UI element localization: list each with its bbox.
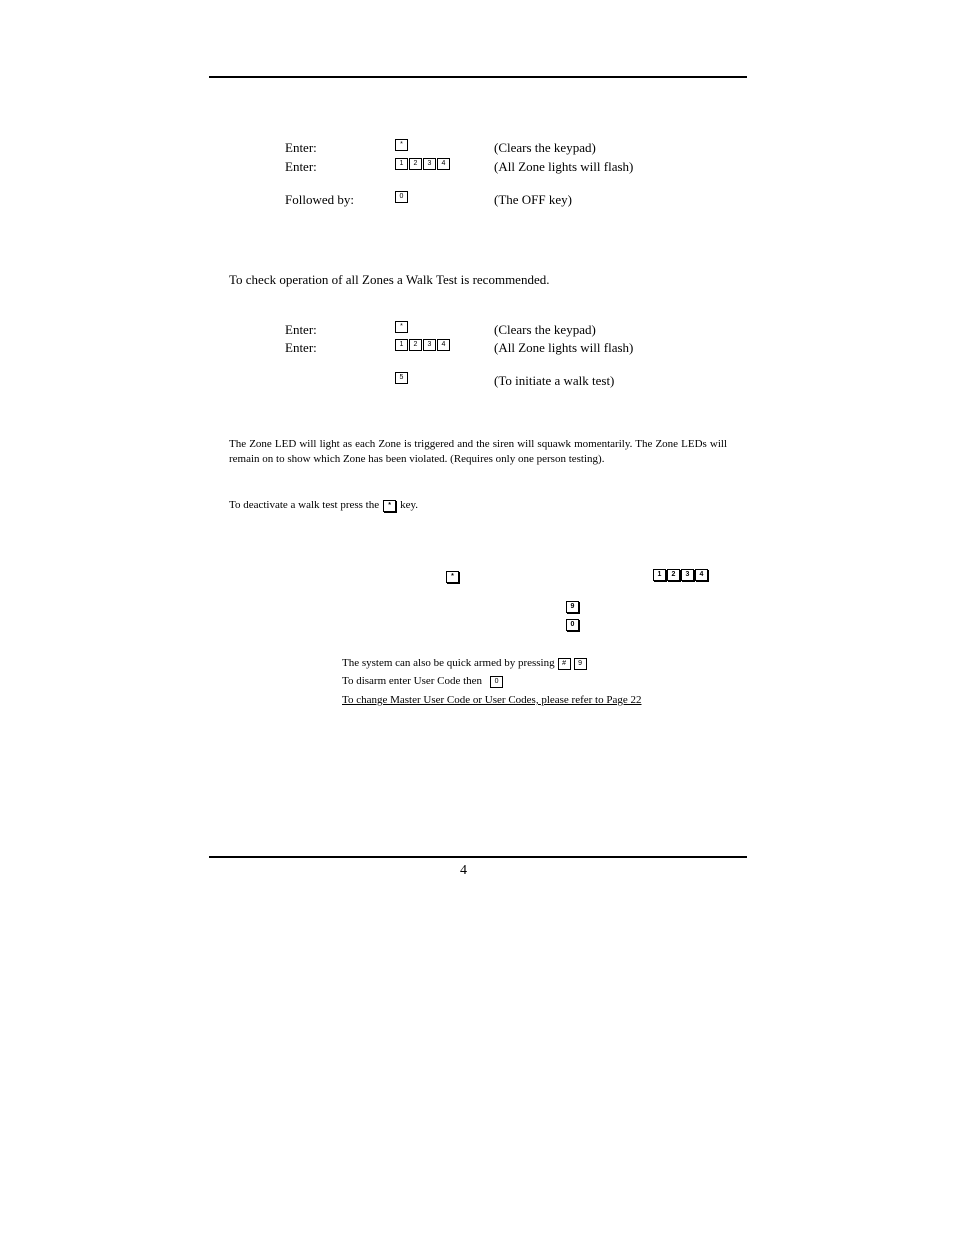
key-sequence [653, 569, 708, 581]
step-note: (To initiate a walk test) [494, 373, 615, 388]
step-note: (Clears the keypad) [494, 322, 596, 337]
disarm-text: To disarm enter User Code then [342, 675, 483, 687]
deactivate-text-after: key. [400, 499, 419, 511]
keypad-key: 3 [681, 569, 694, 581]
key-sequence [395, 191, 408, 203]
step-label: Enter: [285, 159, 317, 174]
change-code-note: To change Master User Code or User Codes, please refer to Page 22 [342, 694, 642, 706]
keypad-key: 2 [667, 569, 680, 581]
keypad-key: * [383, 500, 396, 512]
key-sequence [566, 601, 579, 613]
keypad-key: 2 [409, 339, 422, 351]
deactivate-instruction [229, 498, 418, 513]
step-label: Enter: [285, 140, 317, 155]
keypad-key: 1 [395, 158, 408, 170]
bottom-rule [209, 856, 747, 858]
step-label: Enter: [285, 340, 317, 355]
walk-test-intro: To check operation of all Zones a Walk Test is recommended. [229, 272, 550, 287]
step-label: Enter: [285, 322, 317, 337]
step-note: (All Zone lights will flash) [494, 159, 634, 174]
keypad-key: 4 [437, 158, 450, 170]
key-sequence [446, 571, 459, 583]
key-sequence [395, 372, 408, 384]
keypad-key: 5 [395, 372, 408, 384]
keypad-key: 0 [566, 619, 579, 631]
keypad-key: 2 [409, 158, 422, 170]
keypad-key: 1 [395, 339, 408, 351]
deactivate-text: To deactivate a walk test press the [229, 499, 380, 511]
key-sequence [395, 321, 408, 333]
walk-test-description: The Zone LED will light as each Zone is triggered and the siren will squawk momentarily. The Zone LEDs will remain on to show which Zone has been violated. (Requires only one person testing). [229, 438, 727, 465]
keypad-key: * [395, 139, 408, 151]
key-sequence [395, 158, 450, 170]
keypad-key: 3 [423, 158, 436, 170]
key-sequence [566, 619, 579, 631]
keypad-key: 9 [574, 658, 587, 670]
keypad-key: 0 [395, 191, 408, 203]
quick-arm-text: The system can also be quick armed by pressing [342, 657, 555, 669]
key-sequence [395, 139, 408, 151]
step-note: (The OFF key) [494, 192, 572, 207]
step-label: Followed by: [285, 192, 354, 207]
step-note: (All Zone lights will flash) [494, 340, 634, 355]
page-number: 4 [460, 863, 467, 878]
keypad-key: 1 [653, 569, 666, 581]
keypad-key: * [446, 571, 459, 583]
quick-arm-note [342, 656, 587, 671]
keypad-key: 4 [695, 569, 708, 581]
keypad-key: 3 [423, 339, 436, 351]
key-sequence [395, 339, 450, 351]
keypad-key: 9 [566, 601, 579, 613]
keypad-key: # [558, 658, 571, 670]
keypad-key: 4 [437, 339, 450, 351]
keypad-key: * [395, 321, 408, 333]
keypad-key: 0 [490, 676, 503, 688]
disarm-note [342, 674, 503, 689]
top-rule [209, 76, 747, 78]
step-note: (Clears the keypad) [494, 140, 596, 155]
